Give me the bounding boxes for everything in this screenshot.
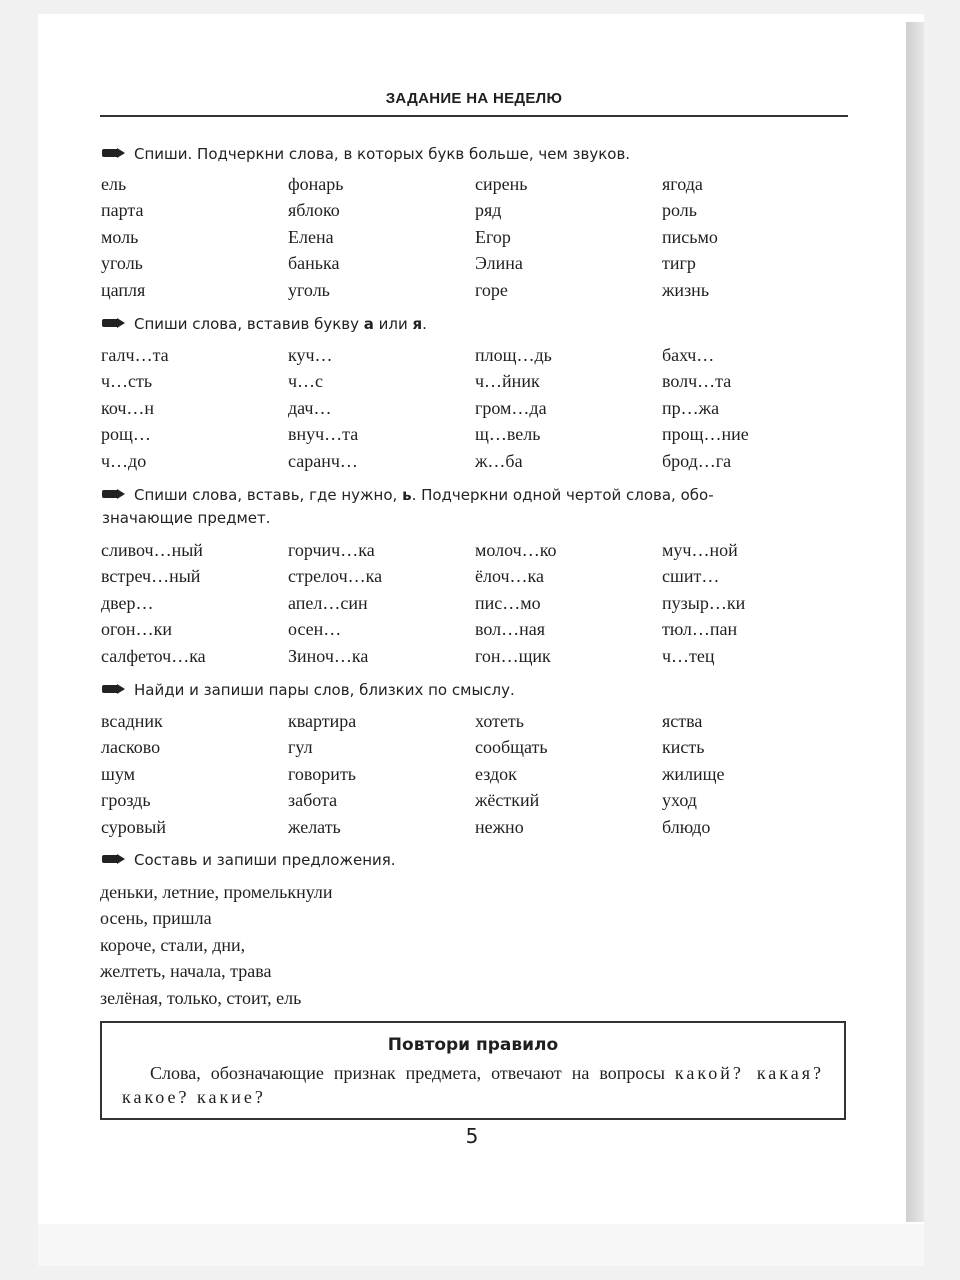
word-item: пузыр…ки (662, 592, 746, 613)
word-item: апел…син (288, 592, 368, 613)
word-item: моль (101, 226, 139, 247)
title-divider (100, 115, 848, 117)
word-item: площ…дь (475, 345, 552, 365)
task3-instruction-line2: значающие предмет. (102, 509, 271, 527)
word-item: гон…щик (475, 645, 551, 666)
pencil-icon (102, 148, 126, 158)
page-number: 5 (465, 1124, 479, 1148)
sentence-item: осень, пришла (100, 908, 212, 929)
task1-word-grid (101, 171, 861, 303)
word-item: квартира (288, 711, 357, 731)
word-item: Элина (475, 253, 523, 274)
task1-instruction-text: Спиши. Подчеркни слова, в которых букв больше, чем звуков. (134, 145, 631, 163)
word-item: щ…вель (475, 424, 541, 445)
word-item: брод…га (662, 450, 732, 471)
rule-box (100, 1021, 846, 1120)
word-item: ёлоч…ка (475, 566, 545, 587)
word-item: всадник (101, 711, 163, 731)
task2-instruction-text: Спиши слова, вставив букву (134, 315, 364, 333)
task4-instruction (102, 679, 515, 701)
word-item: бахч… (662, 345, 715, 365)
word-item: куч… (288, 345, 333, 365)
word-item: ж…ба (475, 450, 523, 471)
pencil-icon (102, 854, 126, 864)
word-item: банька (288, 253, 340, 274)
word-item: ч…сть (101, 371, 153, 392)
word-item: жилище (662, 763, 725, 784)
word-item: стрелоч…ка (288, 566, 383, 587)
word-item: уголь (101, 253, 143, 274)
word-item: парта (101, 200, 144, 221)
word-item: яства (662, 711, 703, 731)
word-item: шум (101, 763, 136, 784)
task5-instruction-text: Составь и запиши предложения. (134, 851, 396, 869)
task2-letter-ya: я (412, 315, 423, 333)
word-item: Елена (288, 226, 334, 247)
word-item: гроздь (101, 790, 151, 811)
task5-sentence-list (100, 879, 333, 1011)
rule-questions: какой? какая? какое? какие? (122, 1063, 825, 1107)
page-bottom-margin (38, 1224, 924, 1266)
word-item: жёсткий (475, 790, 540, 811)
word-item: нежно (475, 816, 524, 837)
word-item: горчич…ка (288, 540, 375, 560)
page-title: ЗАДАНИЕ НА НЕДЕЛЮ (385, 90, 563, 107)
rule-title: Повтори правило (387, 1035, 559, 1055)
word-item: ч…йник (475, 371, 540, 392)
word-item: сливоч…ный (101, 540, 203, 560)
word-item: ездок (475, 763, 517, 784)
task3-word-grid (101, 537, 861, 669)
word-item: ель (101, 174, 127, 194)
word-item: Зиноч…ка (288, 645, 369, 666)
word-item: говорить (288, 763, 357, 784)
word-item: пис…мо (475, 592, 541, 613)
sentence-item: зелёная, только, стоит, ель (100, 987, 302, 1008)
word-item: блюдо (662, 816, 711, 837)
word-item: дач… (288, 397, 332, 418)
task2-word-grid (101, 342, 861, 474)
word-item: суровый (101, 816, 166, 837)
word-item: фонарь (288, 174, 344, 194)
word-item: огон…ки (101, 619, 172, 640)
task3-instruction-text: Спиши слова, вставь, где нужно, (134, 486, 403, 504)
word-item: сообщать (475, 737, 548, 758)
word-item: тигр (662, 253, 696, 274)
word-item: муч…ной (662, 540, 738, 560)
task4-word-grid (101, 708, 861, 840)
sentence-item: короче, стали, дни, (100, 934, 246, 955)
word-item: хотеть (475, 711, 525, 731)
task2-instruction (102, 313, 427, 335)
word-item: уход (662, 790, 697, 811)
word-item: уголь (288, 279, 330, 300)
task5-instruction (102, 849, 396, 871)
word-item: коч…н (101, 397, 155, 418)
sentence-item: желтеть, начала, трава (100, 961, 272, 982)
word-item: желать (288, 816, 341, 837)
word-item: галч…та (101, 345, 169, 365)
word-item: ягода (662, 174, 703, 194)
page-edge-shadow (906, 22, 924, 1222)
word-item: яблоко (288, 200, 340, 221)
pencil-icon (102, 318, 126, 328)
word-item: забота (288, 790, 338, 811)
task3-instruction-cont: . Подчеркни одной чертой слова, обо- (411, 486, 714, 504)
task1-instruction (102, 143, 630, 165)
word-item: салфеточ…ка (101, 645, 206, 666)
word-item: Егор (475, 226, 511, 247)
rule-text (122, 1061, 824, 1109)
word-item: ч…до (101, 450, 147, 471)
word-item: ряд (475, 200, 502, 221)
word-item: внуч…та (288, 424, 359, 445)
word-item: сшит… (662, 566, 720, 587)
word-item: цапля (101, 279, 146, 300)
word-item: молоч…ко (475, 540, 557, 560)
word-item: жизнь (662, 279, 710, 300)
task2-letter-a: а (363, 315, 374, 333)
task3-soft-sign: ь (402, 486, 412, 504)
word-item: ч…с (288, 371, 324, 392)
task4-instruction-text: Найди и запиши пары слов, близких по смыслу. (134, 681, 515, 699)
word-item: саранч… (288, 450, 358, 471)
word-item: роль (662, 200, 697, 221)
word-item: письмо (662, 226, 718, 247)
pencil-icon (102, 684, 126, 694)
word-item: тюл…пан (662, 619, 738, 640)
word-item: рощ… (101, 424, 151, 445)
word-item: пр…жа (662, 397, 720, 418)
task2-instruction-or: или (373, 315, 413, 333)
word-item: осен… (288, 619, 342, 640)
word-item: встреч…ный (101, 566, 201, 587)
word-item: ч…тец (662, 645, 715, 666)
word-item: вол…ная (475, 619, 546, 640)
word-item: кисть (662, 737, 705, 758)
word-item: гром…да (475, 397, 547, 418)
sentence-item: деньки, летние, промелькнули (100, 882, 333, 902)
task2-instruction-end: . (422, 315, 427, 333)
task3-instruction (102, 484, 714, 506)
word-item: горе (475, 279, 508, 300)
word-item: гул (288, 737, 313, 758)
rule-statement: Слова, обозначающие признак предмета, отвечают на вопросы (150, 1063, 665, 1083)
word-item: волч…та (662, 371, 732, 392)
word-item: двер… (101, 592, 154, 613)
pencil-icon (102, 489, 126, 499)
word-item: сирень (475, 174, 528, 194)
word-item: ласково (101, 737, 161, 758)
word-item: прощ…ние (662, 424, 749, 445)
